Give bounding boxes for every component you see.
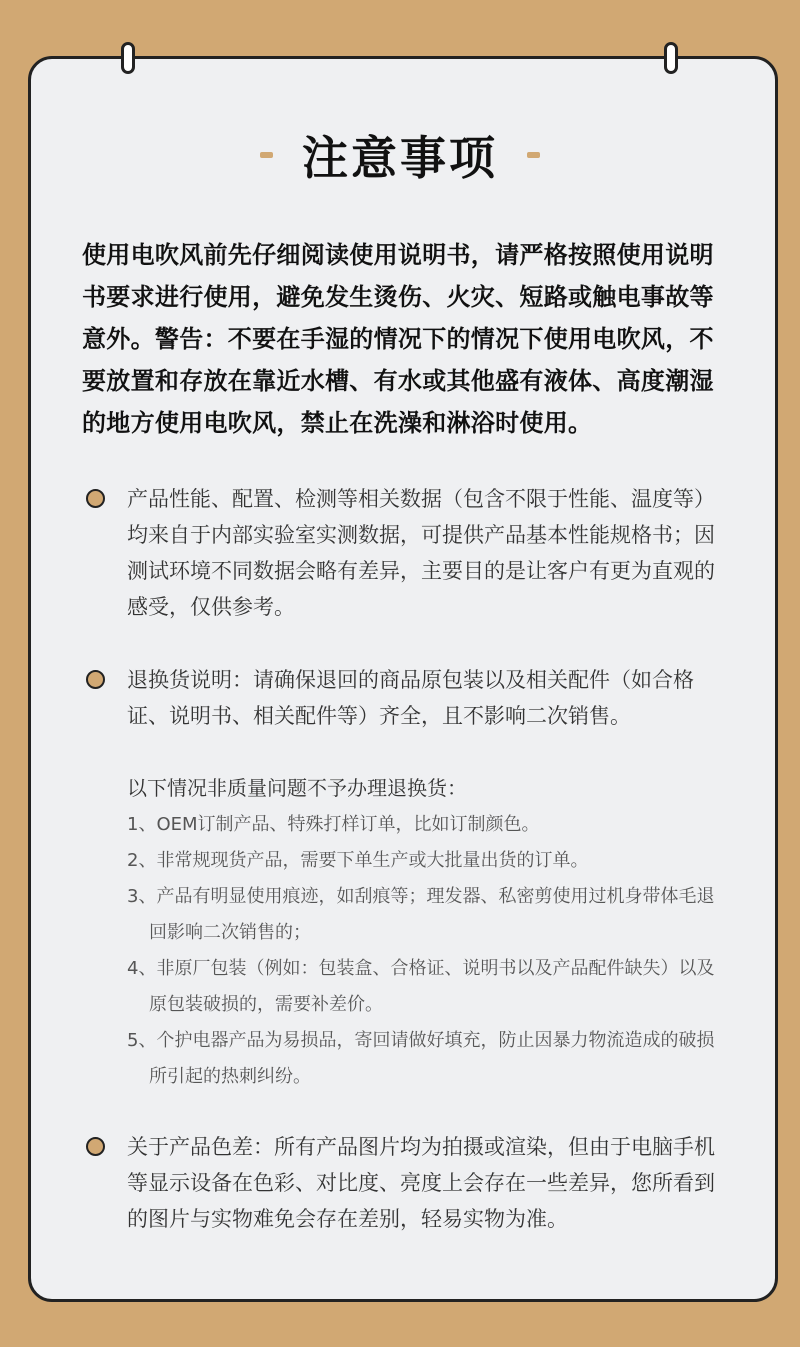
section-color-difference: 关于产品色差：所有产品图片均为拍摄或渲染，但由于电脑手机等显示设备在色彩、对比度、亮度上会存在一些差异，您所看到的图片与实物难免会存在差别，轻易实物为准。 xyxy=(127,1135,715,1231)
intro-warning-text: 使用电吹风前先仔细阅读使用说明书，请严格按照使用说明书要求进行使用，避免发生烫伤、火灾、短路或触电事故等意外。警告：不要在手湿的情况下的情况下使用电吹风，不要放置和存放在靠近水槽、有水或其他盛有液体、高度潮湿的地方使用电吹风，禁止在洗澡和淋浴时使用。 xyxy=(82,241,714,437)
non-quality-item: 5、个护电器产品为易损品，寄回请做好填充，防止因暴力物流造成的破损所引起的热刺纠纷。 xyxy=(127,1030,715,1087)
section-return-policy: 退换货说明：请确保退回的商品原包装以及相关配件（如合格证、说明书、相关配件等）齐全，且不影响二次销售。 xyxy=(127,668,694,728)
non-quality-heading: 以下情况非质量问题不予办理退换货： xyxy=(127,776,467,800)
binder-ring-left-icon xyxy=(121,42,135,74)
non-quality-item: 3、产品有明显使用痕迹，如刮痕等；理发器、私密剪使用过机身带体毛退回影响二次销售的； xyxy=(127,886,715,943)
page-title: 注意事项 xyxy=(302,131,498,185)
title-dash-left xyxy=(260,152,273,158)
title-dash-right xyxy=(527,152,540,158)
non-quality-item: 4、非原厂包装（例如：包装盒、合格证、说明书以及产品配件缺失）以及原包装破损的，需要补差价。 xyxy=(127,958,715,1015)
section-performance-data: 产品性能、配置、检测等相关数据（包含不限于性能、温度等）均来自于内部实验室实测数据，可提供产品基本性能规格书；因测试环境不同数据会略有差异，主要目的是让客户有更为直观的感受，仅供参考。 xyxy=(127,487,715,619)
bullet-dot-icon xyxy=(86,1137,105,1156)
bullet-dot-icon xyxy=(86,670,105,689)
non-quality-item: 1、OEM订制产品、特殊打样订单，比如订制颜色。 xyxy=(127,814,540,835)
binder-ring-right-icon xyxy=(664,42,678,74)
bullet-dot-icon xyxy=(86,489,105,508)
non-quality-item: 2、非常规现货产品，需要下单生产或大批量出货的订单。 xyxy=(127,850,589,871)
title-row xyxy=(0,122,800,188)
